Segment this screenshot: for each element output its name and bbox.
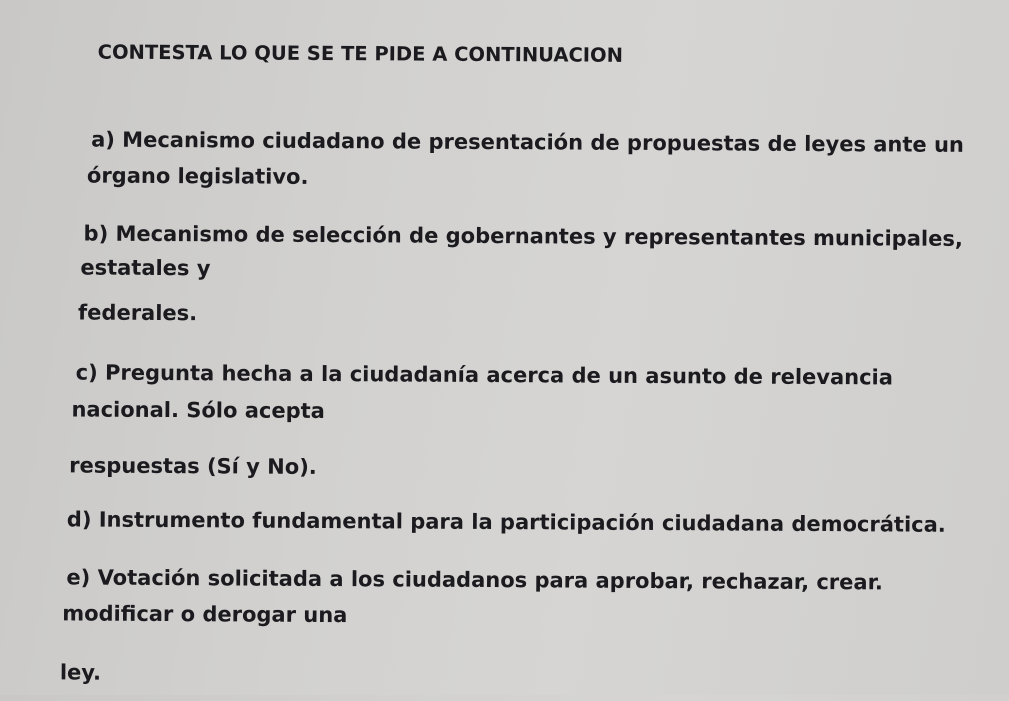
question-a-line-2: órgano legislativo.	[86, 163, 309, 189]
question-c-line-2: nacional. Sólo acepta	[71, 397, 325, 423]
question-c-line-1: c) Pregunta hecha a la ciudadanía acerca de un asunto de relevancia	[75, 360, 894, 390]
question-d-line-1: d) Instrumento fundamental para la participación ciudadana democrática.	[66, 507, 946, 537]
question-c-line-3: respuestas (Sí y No).	[69, 453, 317, 479]
question-b-line-2: estatales y	[80, 255, 211, 281]
question-b-line-3: federales.	[78, 300, 198, 326]
page-title: CONTESTA LO QUE SE TE PIDE A CONTINUACION	[97, 40, 624, 67]
question-e-line-2: modificar o derogar una	[62, 601, 348, 628]
question-e-line-1: e) Votación solicitada a los ciudadanos para aprobar, rechazar, crear.	[66, 565, 884, 595]
question-e-line-3: ley.	[59, 660, 102, 685]
question-b-line-1: b) Mecanismo de selección de gobernantes y representantes municipales,	[83, 221, 963, 251]
question-a-line-1: a) Mecanismo ciudadano de presentación de propuestas de leyes ante un	[91, 127, 965, 157]
